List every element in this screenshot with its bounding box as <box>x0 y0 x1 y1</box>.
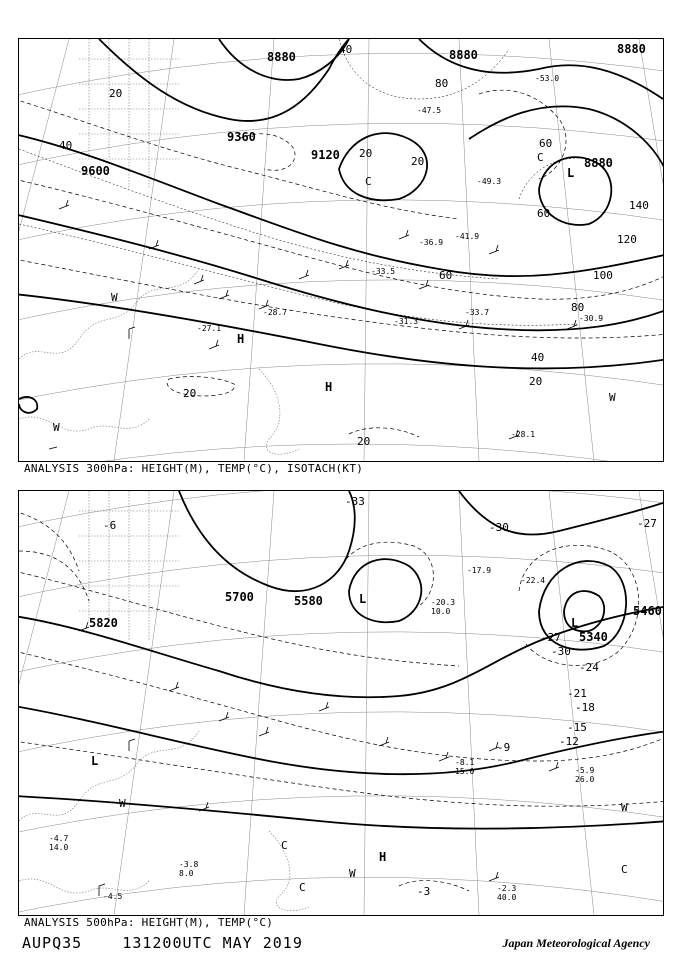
temp-label-500-3: -24 <box>579 661 599 674</box>
height-label-500-1: 5700 <box>225 590 254 604</box>
temp-sample-300-5: -28.7 <box>263 308 288 317</box>
isotachs-300 <box>19 90 663 437</box>
isotach-label-300-8: 20 <box>529 375 543 388</box>
pressure-center-300-2: L <box>567 166 575 180</box>
height-label-300-1: 8880 <box>449 48 478 62</box>
station-sample-500-13: -4.7 <box>49 834 69 843</box>
pressure-center-500-2: L <box>91 754 99 768</box>
isotach-label-300-2: 60 <box>439 269 453 282</box>
pressure-center-300-4: C <box>365 175 372 188</box>
temp-label-500-6: -15 <box>567 721 587 734</box>
footer-product-line <box>22 934 303 952</box>
station-sample-500-6: -5.9 <box>575 766 595 775</box>
pressure-center-500-3: H <box>379 850 387 864</box>
isotach-label-300-5: 120 <box>617 233 637 246</box>
isotherms-300 <box>19 39 589 325</box>
pressure-center-500-4: W <box>119 797 126 810</box>
isotach-label-300-4: 100 <box>593 269 613 282</box>
height-label-500-2: 5580 <box>294 594 323 608</box>
pressure-center-500-8: C <box>281 839 288 852</box>
temp-label-500-8: -9 <box>497 741 511 754</box>
pressure-center-500-7: C <box>621 863 628 876</box>
station-sample-500-14: 14.0 <box>49 843 69 852</box>
isotach-label-300-10: 20 <box>357 435 371 448</box>
isotach-label-300-7: 40 <box>531 351 545 364</box>
pressure-center-500-5: W <box>621 801 628 814</box>
temp-sample-300-0: -31.3 <box>394 317 419 326</box>
valid-time: 131200UTC MAY 2019 <box>122 934 303 952</box>
isotach-label-300-15: 20 <box>411 155 425 168</box>
pressure-center-300-0: H <box>237 332 245 346</box>
height-label-300-5: 9120 <box>311 148 340 162</box>
temp-sample-300-9: -41.9 <box>455 232 480 241</box>
pressure-center-300-1: H <box>325 380 333 394</box>
station-sample-500-1: 10.0 <box>431 607 451 616</box>
temp-sample-300-2: -36.9 <box>419 238 444 247</box>
height-label-500-0: 5820 <box>89 616 118 630</box>
isotach-label-300-11: 20 <box>359 147 373 160</box>
map-500hpa-svg <box>19 491 663 915</box>
station-sample-500-7: 26.0 <box>575 775 595 784</box>
temp-label-500-4: -21 <box>567 687 587 700</box>
station-sample-500-4: -2.3 <box>497 884 517 893</box>
isotach-label-300-9: 20 <box>183 387 197 400</box>
temp-sample-300-10: -30.9 <box>579 314 604 323</box>
temp-label-500-5: -18 <box>575 701 595 714</box>
graticule-500 <box>19 491 663 915</box>
agency-credit: Japan Meteorological Agency <box>502 936 650 950</box>
isotach-label-300-0: 20 <box>109 87 123 100</box>
map-panel-300hpa <box>18 38 664 462</box>
pressure-center-300-7: W <box>53 421 60 434</box>
isotach-label-300-6: 140 <box>629 199 649 212</box>
temp-label-500-1: -30 <box>489 521 509 534</box>
height-label-500-3: 5460 <box>633 604 662 618</box>
isotach-label-300-13: 60 <box>539 137 553 150</box>
height-label-300-3: 8880 <box>584 156 613 170</box>
height-label-300-6: 9600 <box>81 164 110 178</box>
temp-label-500-11: -27 <box>541 631 561 644</box>
temp-sample-300-4: -27.1 <box>197 324 222 333</box>
caption-500hpa: ANALYSIS 500hPa: HEIGHT(M), TEMP(°C) <box>24 916 274 929</box>
station-sample-500-12: -4.5 <box>103 892 123 901</box>
temp-sample-300-3: -33.5 <box>371 267 396 276</box>
temp-sample-300-11: -33.7 <box>465 308 490 317</box>
graticule-300 <box>19 39 663 461</box>
map-300hpa-svg <box>19 39 663 461</box>
temp-sample-300-1: -28.1 <box>511 430 536 439</box>
height-label-500-4: 5340 <box>579 630 608 644</box>
isotach-label-300-12: 40 <box>339 43 353 56</box>
station-sample-500-0: -20.3 <box>431 598 456 607</box>
height-label-300-0: 8880 <box>267 50 296 64</box>
pressure-center-300-3: C <box>537 151 544 164</box>
temp-label-500-9: -6 <box>103 519 117 532</box>
temp-sample-300-8: -53.0 <box>535 74 560 83</box>
pressure-center-500-9: C <box>299 881 306 894</box>
station-sample-500-11: 8.0 <box>179 869 194 878</box>
isotach-label-300-14: 80 <box>435 77 449 90</box>
height-label-300-4: 9360 <box>227 130 256 144</box>
height-label-300-2: 8880 <box>617 42 646 56</box>
pressure-center-500-0: L <box>359 592 367 606</box>
temp-label-500-7: -12 <box>559 735 579 748</box>
pressure-center-300-5: W <box>111 291 118 304</box>
station-sample-500-8: -8.1 <box>455 758 475 767</box>
temp-sample-300-7: -49.3 <box>477 177 502 186</box>
caption-300hpa: ANALYSIS 300hPa: HEIGHT(M), TEMP(°C), ISOTACH(KT) <box>24 462 364 475</box>
map-panel-500hpa <box>18 490 664 916</box>
temp-label-500-0: -33 <box>345 495 365 508</box>
pressure-center-300-6: W <box>609 391 616 404</box>
isotach-label-300-16: 60 <box>537 207 551 220</box>
temp-label-500-10: -3 <box>417 885 431 898</box>
pressure-center-500-6: W <box>349 867 356 880</box>
pressure-center-500-1: L <box>571 616 579 630</box>
station-sample-500-5: 40.0 <box>497 893 517 902</box>
station-sample-500-10: -3.8 <box>179 860 199 869</box>
station-sample-500-9: 15.0 <box>455 767 475 776</box>
station-sample-500-3: -22.4 <box>521 576 546 585</box>
temp-label-500-2: -27 <box>637 517 657 530</box>
station-sample-500-2: -17.9 <box>467 566 492 575</box>
product-code: AUPQ35 <box>22 934 83 952</box>
isotach-label-300-1: 40 <box>59 139 73 152</box>
isotach-label-300-3: 80 <box>571 301 585 314</box>
temp-sample-300-6: -47.5 <box>417 106 442 115</box>
temp-label-500-12: -30 <box>551 645 571 658</box>
height-contours-500 <box>19 491 663 829</box>
